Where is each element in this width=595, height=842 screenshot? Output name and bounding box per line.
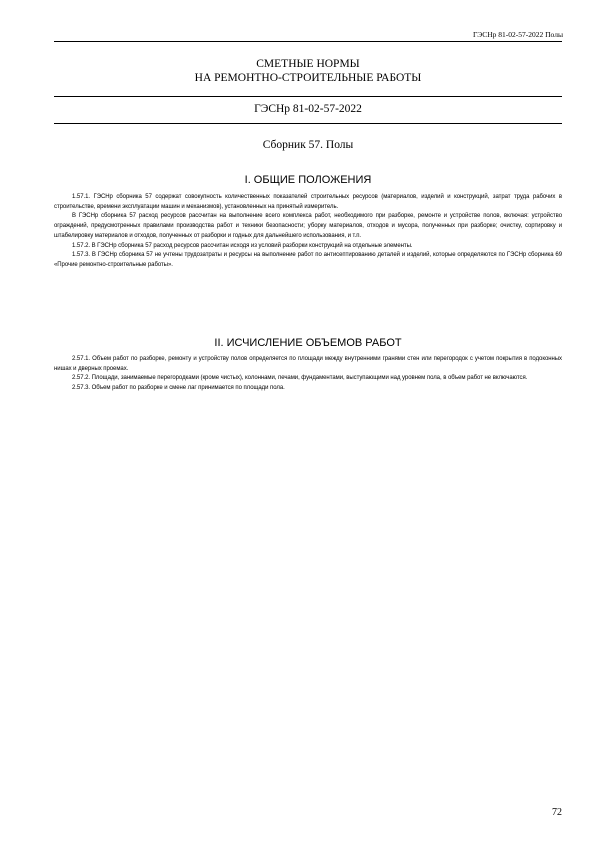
document-code: ГЭСНр 81-02-57-2022 <box>254 103 362 115</box>
section-body-general <box>54 193 562 271</box>
paragraph: 1.57.2. В ГЭСНр сборника 57 расход ресурсов рассчитан исходя из условий разборки конструкций на отдельные элементы. <box>72 242 413 249</box>
document-title-line-2: НА РЕМОНТНО-СТРОИТЕЛЬНЫЕ РАБОТЫ <box>194 72 422 84</box>
paragraph: 1.57.3. В ГЭСНр сборника 57 не учтены трудозатраты и ресурсы на выполнение работ по антисептированию деталей и изделий, которые определяются по ГЭСНр сборника 69 «Прочие ремонтно-строительные работы». <box>54 252 562 268</box>
collection-title: Сборник 57. Полы <box>262 139 354 151</box>
paragraph: 2.57.3. Объем работ по разборке и смене лаг принимается по площади пола. <box>72 385 285 392</box>
document-title-line-1: СМЕТНЫЕ НОРМЫ <box>256 58 360 70</box>
section-heading-volumes: II. ИСЧИСЛЕНИЕ ОБЪЕМОВ РАБОТ <box>214 337 402 349</box>
running-header: ГЭСНр 81-02-57-2022 Полы <box>472 30 563 39</box>
paragraph: 2.57.2. Площади, занимаемые перегородками (кроме чистых), колоннами, печами, фундаментами, выступающими над уровнем пола, в объем работ не включаются. <box>72 375 528 382</box>
section-body-volumes <box>54 355 562 394</box>
document-title <box>54 57 562 85</box>
title-rule-bottom <box>54 123 562 124</box>
paragraph: 1.57.1. ГЭСНр сборника 57 содержат совокупность количественных показателей строительных ресурсов (материалов, изделий и конструкций, затрат труда рабочих в строительстве, времени эксплуатации машин и механизмов), установленных на принятый измеритель. <box>54 194 562 210</box>
page-number: 72 <box>552 807 562 818</box>
header-rule <box>54 41 562 42</box>
section-heading-general: I. ОБЩИЕ ПОЛОЖЕНИЯ <box>244 174 372 186</box>
title-rule-top <box>54 96 562 97</box>
paragraph: В ГЭСНр сборника 57 расход ресурсов рассчитан на выполнение всего комплекса работ, необходимого при разборке, ремонте и устройстве полов, включая: устройство ограждений, предусмотренных правилами производства работ и техники безопасности; уборку материалов, отходов и мусора, полученных при разборке; очистку, сортировку и штабелировку материалов и отходов, полученных от разборки и годных для дальнейшего использования, и т.п. <box>54 213 562 239</box>
paragraph: 2.57.1. Объем работ по разборке, ремонту и устройству полов определяется по площади между внутренними гранями стен или перегородок с учетом покрытия в подоконных нишах и дверных проемах. <box>54 356 562 372</box>
